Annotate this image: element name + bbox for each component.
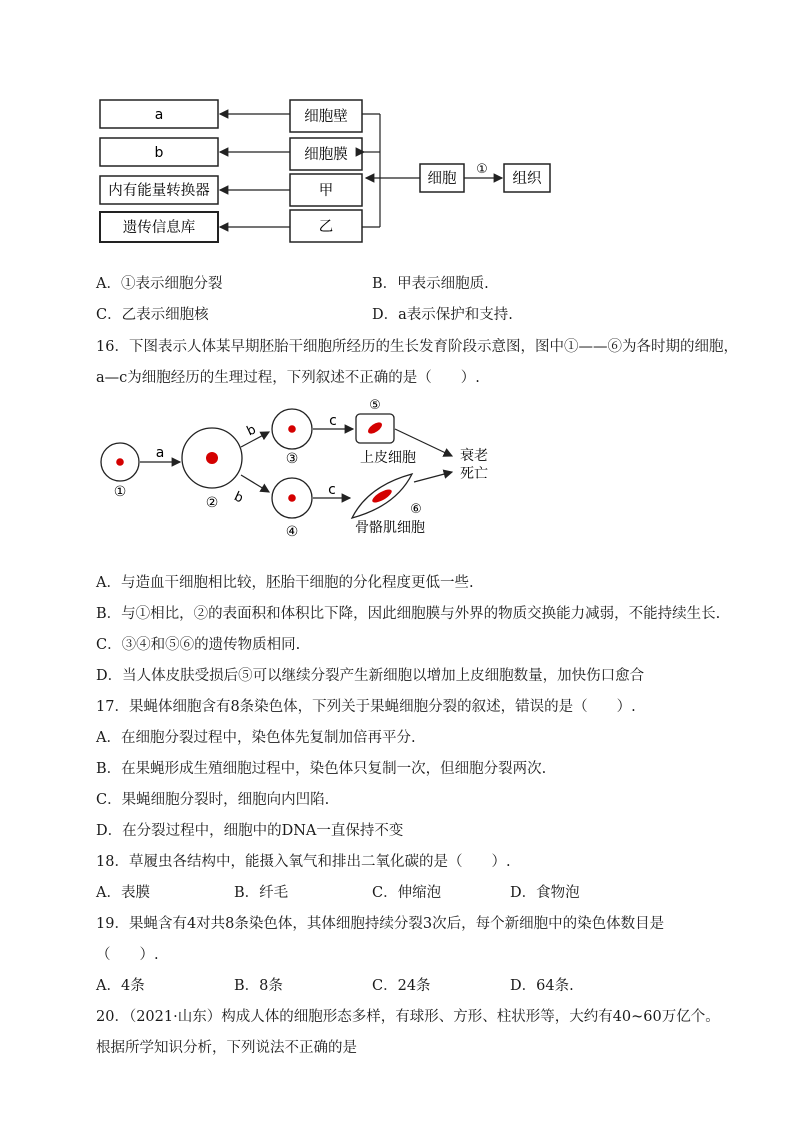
cell-box bbox=[420, 164, 464, 192]
tissue-box bbox=[504, 164, 550, 192]
muscle-label: 骨骼肌细胞 bbox=[355, 520, 425, 536]
left-box-a bbox=[100, 100, 218, 128]
cell-3 bbox=[272, 409, 312, 449]
left-box-energy bbox=[100, 176, 218, 204]
cell-2 bbox=[182, 428, 242, 488]
death-label: 死亡 bbox=[460, 466, 488, 482]
epithelial-label: 上皮细胞 bbox=[360, 450, 416, 466]
arrow-label-1: ① bbox=[476, 162, 488, 177]
cell-1 bbox=[101, 443, 139, 481]
q19-option-b: B．8条 bbox=[234, 978, 283, 994]
label-c-upper: c bbox=[329, 413, 337, 429]
svg-text:遗传信息库: 遗传信息库 bbox=[122, 220, 196, 236]
cell-5-epithelial bbox=[356, 414, 394, 443]
mid-box-cell-membrane bbox=[290, 138, 362, 170]
label-c-lower: c bbox=[328, 482, 336, 498]
q15-option-a: A．①表示细胞分裂 bbox=[96, 276, 223, 292]
q16-option-c: C．③④和⑤⑥的遗传物质相同. bbox=[96, 637, 301, 653]
q19-stem-line2: （ ）. bbox=[96, 947, 159, 963]
q16-option-d: D．当人体皮肤受损后⑤可以继续分裂产生新细胞以增加上皮细胞数量，加快伤口愈合 bbox=[96, 668, 645, 684]
aging-label: 衰老 bbox=[460, 448, 488, 464]
q20-stem-line1: 20．（2021·山东）构成人体的细胞形态多样，有球形、方形、柱状形等，大约有40~60万亿个。 bbox=[96, 1009, 720, 1025]
label-4: ④ bbox=[285, 524, 299, 540]
q19-option-d: D．64条. bbox=[510, 978, 574, 994]
q17-option-d: D．在分裂过程中，细胞中的DNA一直保持不变 bbox=[96, 823, 404, 839]
label-b-lower: b bbox=[231, 489, 246, 507]
q19-stem-line1: 19．果蝇含有4对共8条染色体，其体细胞持续分裂3次后，每个新细胞中的染色体数目是 bbox=[96, 916, 665, 932]
q16-stem-line2: a—c为细胞经历的生理过程，下列叙述不正确的是（ ）. bbox=[96, 370, 480, 386]
q16-option-a: A．与造血干细胞相比较，胚胎干细胞的分化程度更低一些. bbox=[96, 575, 474, 591]
svg-text:细胞壁: 细胞壁 bbox=[304, 109, 348, 125]
left-box-b bbox=[100, 138, 218, 166]
q15-option-d: D．a表示保护和支持. bbox=[372, 307, 513, 323]
cell-structure-diagram bbox=[96, 94, 566, 249]
cell-6-muscle bbox=[352, 474, 412, 518]
q17-option-c: C．果蝇细胞分裂时，细胞向内凹陷. bbox=[96, 792, 330, 808]
q18-option-d: D．食物泡 bbox=[510, 885, 580, 901]
svg-text:甲: 甲 bbox=[318, 183, 334, 199]
mid-box-cell-wall bbox=[290, 100, 362, 132]
q19-option-a: A．4条 bbox=[96, 978, 145, 994]
q18-option-b: B．纤毛 bbox=[234, 885, 289, 901]
q16-option-b: B．与①相比，②的表面积和体积比下降，因此细胞膜与外界的物质交换能力减弱，不能持续生长. bbox=[96, 606, 721, 622]
q15-option-c: C．乙表示细胞核 bbox=[96, 307, 209, 323]
svg-text:a: a bbox=[154, 107, 164, 123]
label-6: ⑥ bbox=[410, 502, 422, 517]
svg-text:细胞膜: 细胞膜 bbox=[304, 147, 348, 163]
svg-text:组织: 组织 bbox=[512, 171, 542, 187]
q19-option-c: C．24条 bbox=[372, 978, 431, 994]
label-2: ② bbox=[205, 495, 219, 511]
svg-text:乙: 乙 bbox=[318, 219, 334, 235]
q17-option-b: B．在果蝇形成生殖细胞过程中，染色体只复制一次，但细胞分裂两次. bbox=[96, 761, 547, 777]
q18-stem: 18．草履虫各结构中，能摄入氧气和排出二氧化碳的是（ ）. bbox=[96, 854, 511, 870]
q17-stem: 17．果蝇体细胞含有8条染色体，下列关于果蝇细胞分裂的叙述，错误的是（ ）. bbox=[96, 699, 636, 715]
left-box-genetic bbox=[100, 212, 218, 242]
q20-stem-line2: 根据所学知识分析，下列说法不正确的是 bbox=[96, 1040, 357, 1056]
label-b-upper: b bbox=[244, 422, 259, 440]
cell-development-diagram bbox=[96, 392, 516, 550]
svg-text:b: b bbox=[154, 145, 164, 161]
q16-stem-line1: 16．下图表示人体某早期胚胎干细胞所经历的生长发育阶段示意图，图中①——⑥为各时期的细胞， bbox=[96, 339, 738, 355]
cell-4 bbox=[272, 478, 312, 518]
label-1: ① bbox=[113, 484, 127, 500]
mid-box-yi bbox=[290, 210, 362, 242]
q15-option-b: B．甲表示细胞质. bbox=[372, 276, 489, 292]
q17-option-a: A．在细胞分裂过程中，染色体先复制加倍再平分. bbox=[96, 730, 416, 746]
label-a: a bbox=[155, 445, 165, 461]
mid-box-jia bbox=[290, 174, 362, 206]
svg-text:细胞: 细胞 bbox=[427, 171, 457, 187]
label-5: ⑤ bbox=[369, 398, 381, 413]
q18-option-a: A．表膜 bbox=[96, 885, 150, 901]
q18-option-c: C．伸缩泡 bbox=[372, 885, 442, 901]
svg-text:内有能量转换器: 内有能量转换器 bbox=[108, 183, 210, 199]
label-3: ③ bbox=[285, 451, 299, 467]
